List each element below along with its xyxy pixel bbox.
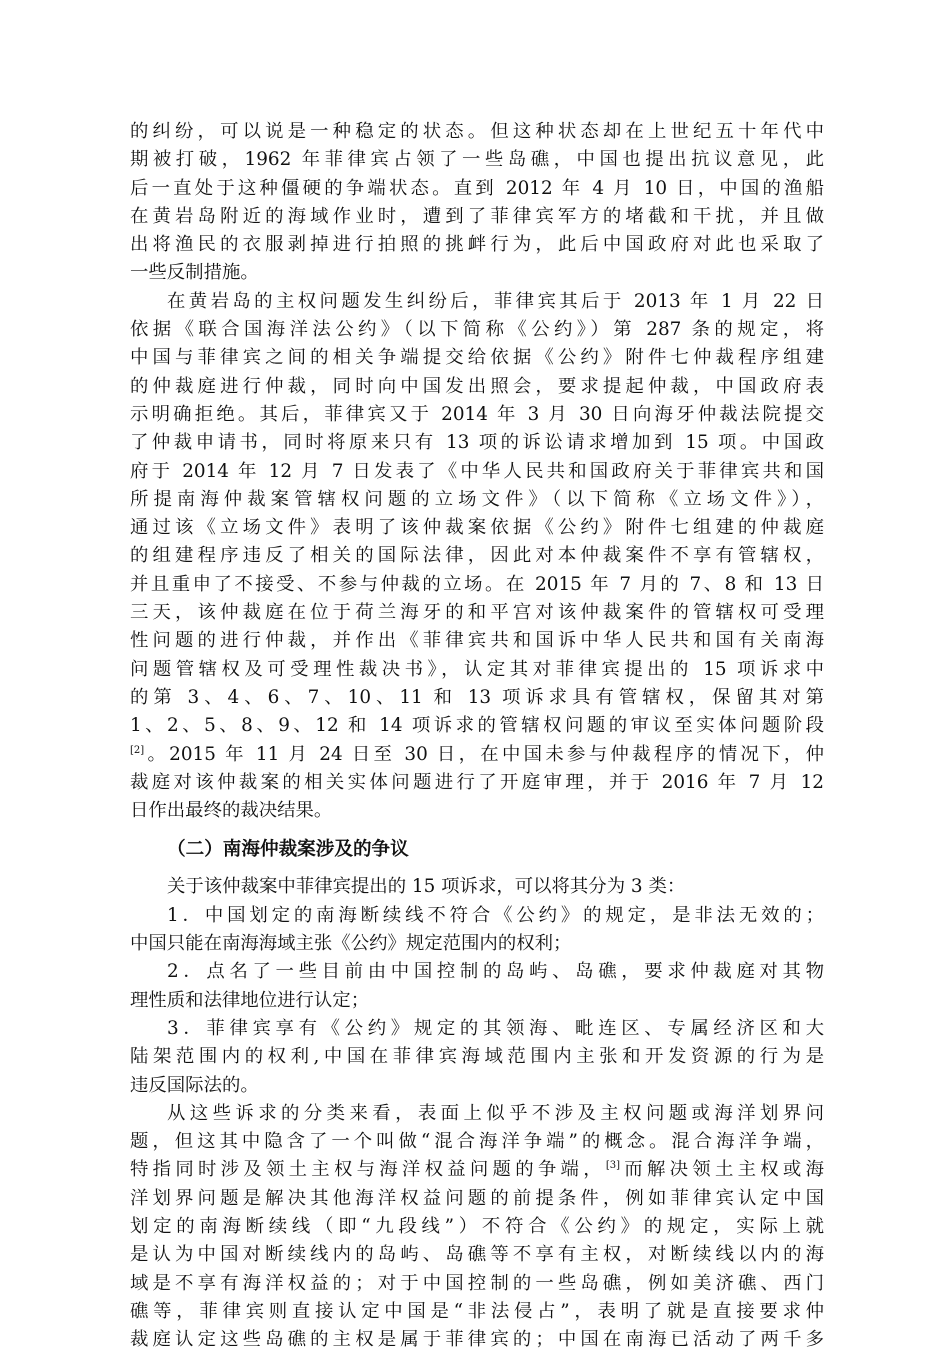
text-line (130, 1156, 824, 1184)
footnote-reference: [2] (130, 744, 145, 756)
text-line: 是认为中国对断续线内的岛屿、岛礁等不享有主权，对断续线以内的海 (130, 1244, 824, 1266)
text-line: 划定的南海断续线（即“九段线”）不符合《公约》的规定，实际上就 (130, 1215, 824, 1237)
text-line: 所提南海仲裁案管辖权问题的立场文件》（以下简称《立场文件》）， (130, 488, 824, 510)
text-line: 依据《联合国海洋法公约》（以下简称《公约》）第 287 条的规定，将 (130, 319, 824, 341)
text-line: 并且重申了不接受、不参与仲裁的立场。在 2015 年 7 月的 7、8 和 13 日 (130, 573, 824, 595)
text-line: 通过该《立场文件》表明了该仲裁案依据《公约》附件七组建的仲裁庭 (130, 517, 824, 539)
text-line: 违反国际法的。 (130, 1074, 259, 1096)
text-line: 陆架范围内的权利,中国在菲律宾海域范围内主张和开发资源的行为是 (130, 1046, 824, 1068)
text-line (130, 741, 824, 769)
text-line: 从这些诉求的分类来看，表面上似乎不涉及主权问题或海洋划界问 (167, 1102, 824, 1124)
claims-section (130, 873, 824, 1099)
text-line: 在黄岩岛的主权问题发生纠纷后，菲律宾其后于 2013 年 1 月 22 日 (167, 290, 824, 312)
text-line: 出将渔民的衣服剥掉进行拍照的挑衅行为，此后中国政府对此也采取了 (130, 234, 824, 256)
claim-item-3: 3．菲律宾享有《公约》规定的其领海、毗连区、专属经济区和大 (167, 1017, 824, 1039)
text-line: 域是不享有海洋权益的；对于中国控制的一些岛礁，例如美济礁、西门 (130, 1272, 824, 1294)
text-line: 礁等，菲律宾则直接认定中国是“非法侵占”，表明了就是直接要求仲 (130, 1300, 824, 1322)
text-line: 在黄岩岛附近的海域作业时，遭到了菲律宾军方的堵截和干扰，并且做 (130, 205, 824, 227)
text-line: 裁庭对该仲裁案的相关实体问题进行了开庭审理，并于 2016 年 7 月 12 (130, 771, 824, 793)
text-line: 的组建程序违反了相关的国际法律，因此对本仲裁案件不享有管辖权， (130, 545, 824, 567)
text-line: 中国与菲律宾之间的相关争端提交给依据《公约》附件七仲裁程序组建 (130, 347, 824, 369)
text-line: 的仲裁庭进行仲裁，同时向中国发出照会，要求提起仲裁，中国政府表 (130, 375, 824, 397)
section-heading: （二）南海仲裁案涉及的争议 (167, 839, 409, 861)
document-page (130, 118, 824, 1354)
paragraph-final (130, 1100, 824, 1354)
claims-intro: 关于该仲裁案中菲律宾提出的 15 项诉求，可以将其分为 3 类： (167, 876, 686, 898)
text-line: 一些反制措施。 (130, 262, 259, 284)
paragraph-2 (130, 288, 824, 826)
text-line: 理性质和法律地位进行认定； (130, 989, 370, 1011)
text-line: 问题管辖权及可受理性裁决书》，认定其对菲律宾提出的 15 项诉求中 (130, 658, 824, 680)
claim-item-2: 2．点名了一些目前由中国控制的岛屿、岛礁，要求仲裁庭对其物 (167, 961, 824, 983)
text-line: 中国只能在南海海域主张《公约》规定范围内的权利； (130, 933, 572, 955)
text-line: 后一直处于这种僵硬的争端状态。直到 2012 年 4 月 10 日，中国的渔船 (130, 177, 824, 199)
text-line: 期被打破，1962 年菲律宾占领了一些岛礁，中国也提出抗议意见，此 (130, 149, 824, 171)
text-line: 三天，该仲裁庭在位于荷兰海牙的和平宫对该仲裁案件的管辖权可受理 (130, 602, 824, 624)
text-line: 府于 2014 年 12 月 7 日发表了《中华人民共和国政府关于菲律宾共和国 (130, 460, 824, 482)
text-line: 1、2、5、8、9、12 和 14 项诉求的管辖权问题的审议至实体问题阶段 (130, 715, 824, 737)
text-line: 的纠纷，可以说是一种稳定的状态。但这种状态却在上世纪五十年代中 (130, 121, 824, 142)
text-line: 了仲裁申请书，同时将原来只有 13 项的诉讼请求增加到 15 项。中国政 (130, 432, 824, 454)
footnote-reference: [3] (605, 1160, 621, 1172)
text-line: 题，但这其中隐含了一个叫做“混合海洋争端”的概念。混合海洋争端， (130, 1131, 824, 1153)
text-line: 示明确拒绝。其后，菲律宾又于 2014 年 3 月 30 日向海牙仲裁法院提交 (130, 403, 824, 425)
claim-item-1: 1．中国划定的南海断续线不符合《公约》的规定，是非法无效的； (167, 904, 824, 926)
text-line: 的第 3、4、6、7、10、11 和 13 项诉求具有管辖权，保留其对第 (130, 686, 824, 708)
text-line: 洋划界问题是解决其他海洋权益问题的前提条件，例如菲律宾认定中国 (130, 1187, 824, 1209)
text-segment: 。2015 年 11 月 24 日至 30 日，在中国未参与仲裁程序的情况下，仲 (144, 743, 824, 765)
text-line: 性问题的进行仲裁，并作出《菲律宾共和国诉中华人民共和国有关南海 (130, 630, 824, 652)
paragraph-1 (130, 118, 824, 288)
text-segment: 特指同时涉及领土主权与海洋权益问题的争端， (130, 1159, 606, 1181)
text-segment: 而解决领土主权或海 (620, 1159, 824, 1181)
text-line: 日作出最终的裁决结果。 (130, 800, 333, 822)
text-line: 裁庭认定这些岛礁的主权是属于菲律宾的；中国在南海已活动了两千多 (130, 1329, 824, 1351)
